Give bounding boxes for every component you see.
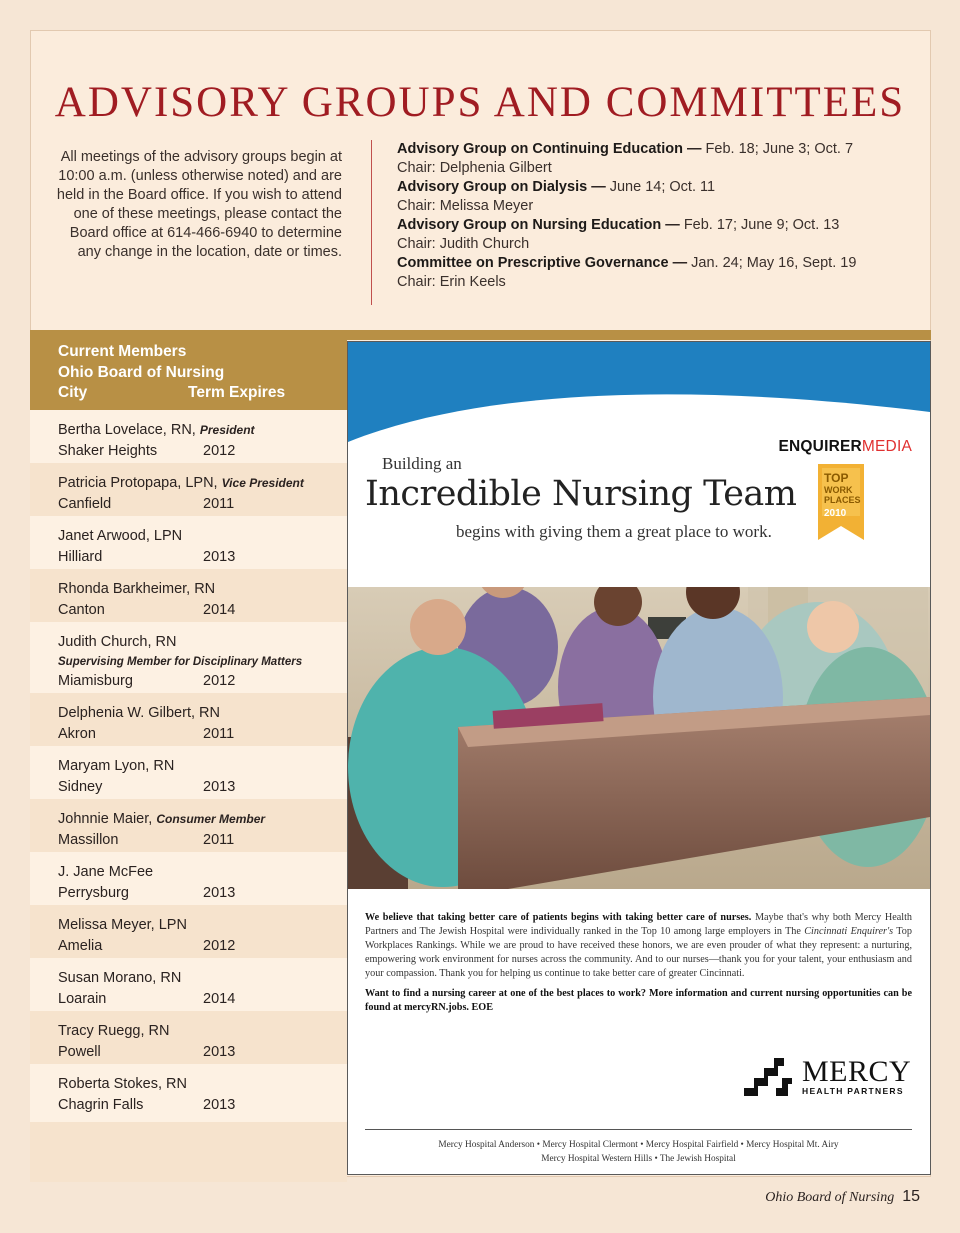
col-city: City	[58, 384, 88, 401]
ad-careers: Want to find a nursing career at one of the best places to work? More information and current nursing opportunities can be found at mercyRN.jobs. EOE	[365, 988, 912, 1013]
member-term: 2011	[203, 832, 235, 848]
mercy-subtitle: HEALTH PARTNERS	[802, 1086, 904, 1096]
meeting-name: Advisory Group on Continuing Education	[397, 141, 683, 157]
member-term: 2013	[203, 885, 236, 901]
member-name: Janet Arwood, LPN	[58, 528, 183, 544]
member-city: Perrysburg	[58, 885, 129, 901]
meeting-chair: Chair: Judith Church	[397, 235, 530, 252]
page-title: ADVISORY GROUPS AND COMMITTEES	[54, 79, 906, 126]
member-row	[30, 463, 347, 516]
member-term: 2012	[203, 443, 236, 459]
member-city: Shaker Heights	[58, 443, 158, 459]
member-name: Bertha Lovelace, RN,	[58, 422, 196, 438]
member-city: Canfield	[58, 496, 112, 512]
member-row	[30, 1011, 347, 1064]
mercy-wordmark: MERCY	[802, 1055, 912, 1088]
member-name: J. Jane McFee	[58, 864, 154, 880]
member-city: Loarain	[58, 991, 107, 1007]
member-name: Patricia Protopapa, LPN,	[58, 475, 218, 491]
meeting-item: Committee on Prescriptive Governance — Jan. 24; May 16, Sept. 19 Chair: Erin Keels	[397, 254, 917, 291]
member-name: Rhonda Barkheimer, RN	[58, 581, 216, 597]
badge-top: TOP	[824, 471, 849, 485]
member-role: Vice President	[221, 476, 304, 490]
sidebar-filler	[30, 1122, 347, 1182]
badge-year: 2010	[824, 508, 847, 519]
meeting-chair: Chair: Delphenia Gilbert	[397, 159, 552, 176]
meeting-name: Committee on Prescriptive Governance	[397, 255, 669, 271]
meeting-dates: June 14; Oct. 11	[609, 179, 716, 195]
ad-headline: Incredible Nursing Team	[365, 474, 797, 514]
top-workplaces-badge	[818, 464, 864, 540]
member-role: President	[199, 423, 255, 437]
footer-org: Ohio Board of Nursing	[765, 1190, 895, 1205]
member-term: 2014	[203, 602, 236, 618]
member-row	[30, 852, 347, 905]
member-city: Sidney	[58, 779, 103, 795]
member-term: 2013	[203, 779, 236, 795]
meeting-dates: Feb. 17; June 9; Oct. 13	[683, 217, 840, 233]
meeting-name: Advisory Group on Nursing Education	[397, 217, 662, 233]
hospital-list	[365, 1138, 912, 1166]
member-term: 2013	[203, 1044, 236, 1060]
member-city: Chagrin Falls	[58, 1097, 144, 1113]
member-name: Johnnie Maier,	[58, 811, 153, 827]
member-row	[30, 516, 347, 569]
ad-body-text-a: Maybe that's why both Mercy Health Partners and The Jewish Hospital were individually ranked in the Top 10 among large employers in The	[365, 912, 912, 937]
divider	[371, 140, 372, 305]
member-term: 2012	[203, 938, 236, 954]
ad-body-lead: We believe that taking better care of patients begins with taking better care of nurses.	[365, 912, 752, 923]
meeting-list	[397, 140, 917, 292]
members-header	[30, 330, 347, 410]
badge-work: WORK	[824, 485, 853, 495]
meeting-chair: Chair: Melissa Meyer	[397, 197, 534, 214]
member-term: 2011	[203, 726, 235, 742]
member-name: Delphenia W. Gilbert, RN	[58, 705, 220, 721]
member-role: Consumer Member	[156, 812, 266, 826]
ad-body-text-b: Top Workplaces Rankings. While we are proud to have received these honors, we are even prouder of what they represent: a nurturing, empowering work environment for nurses across the community. And to our nurses—thank you for your talent, your enthusiasm and your compassion. Thank you for helping us continue to take better care of greater Cincinnati.	[365, 926, 912, 979]
member-term: 2014	[203, 991, 236, 1007]
page-footer	[765, 1188, 920, 1206]
nurses-photo	[348, 587, 930, 889]
member-city: Powell	[58, 1044, 101, 1060]
ad-body-italic: Cincinnati Enquirer's	[804, 926, 894, 937]
badge-places: PLACES	[824, 495, 861, 505]
member-row	[30, 746, 347, 799]
member-name: Susan Morano, RN	[58, 970, 182, 986]
page-number: 15	[902, 1188, 920, 1205]
ad-body	[365, 911, 912, 1015]
hospital-line-2: Mercy Hospital Western Hills • The Jewish Hospital	[541, 1154, 736, 1164]
meeting-dates: Feb. 18; June 3; Oct. 7	[705, 141, 854, 157]
hospital-line-1: Mercy Hospital Anderson • Mercy Hospital Clermont • Mercy Hospital Fairfield • Mercy Hospital Mt. Airy	[438, 1140, 839, 1150]
member-row	[30, 569, 347, 622]
member-city: Amelia	[58, 938, 103, 954]
board-heading: Ohio Board of Nursing	[58, 363, 225, 381]
member-row	[30, 905, 347, 958]
member-term: 2012	[203, 673, 236, 689]
member-name: Judith Church, RN	[58, 634, 177, 650]
member-term: 2013	[203, 1097, 236, 1113]
member-row	[30, 1064, 347, 1122]
meeting-dates: Jan. 24; May 16, Sept. 19	[691, 255, 857, 271]
members-sidebar	[30, 330, 347, 1177]
member-name: Tracy Ruegg, RN	[58, 1023, 170, 1039]
member-city: Massillon	[58, 832, 119, 848]
member-row	[30, 693, 347, 746]
meeting-item: Advisory Group on Nursing Education — Feb. 17; June 9; Oct. 13 Chair: Judith Church	[397, 216, 917, 253]
member-city: Miamisburg	[58, 673, 133, 689]
ad-building: Building an	[382, 454, 462, 473]
members-list	[30, 410, 347, 1182]
member-row	[30, 622, 347, 693]
member-term: 2011	[203, 496, 235, 512]
meeting-item: Advisory Group on Continuing Education — Feb. 18; June 3; Oct. 7 Chair: Delphenia Gilbert	[397, 140, 917, 177]
mercy-advertisement	[347, 341, 931, 1175]
member-row	[30, 958, 347, 1011]
meeting-chair: Chair: Erin Keels	[397, 273, 506, 290]
meeting-intro: All meetings of the advisory groups begin at 10:00 a.m. (unless otherwise noted) and are held in the Board office. If you wish to attend one of these meetings, please contact the Board office at 614-466-6940 to determine any change in the location, date or times.	[56, 149, 342, 260]
member-city: Hilliard	[58, 549, 103, 565]
meeting-item: Advisory Group on Dialysis — June 14; Oct. 11 Chair: Melissa Meyer	[397, 178, 917, 215]
member-name: Maryam Lyon, RN	[58, 758, 175, 774]
ad-subheadline: begins with giving them a great place to work.	[456, 522, 772, 541]
members-heading: Current Members	[58, 343, 187, 360]
enquirer-media-logo: ENQUIRERMEDIA	[778, 438, 912, 455]
member-term: 2013	[203, 549, 236, 565]
member-city: Akron	[58, 726, 96, 742]
ad-divider	[365, 1129, 912, 1130]
member-row	[30, 799, 347, 852]
member-note: Supervising Member for Disciplinary Matters	[58, 656, 303, 668]
member-row	[30, 410, 347, 463]
member-city: Canton	[58, 602, 105, 618]
col-term: Term Expires	[188, 384, 286, 401]
meeting-name: Advisory Group on Dialysis	[397, 179, 588, 195]
member-name: Melissa Meyer, LPN	[58, 917, 187, 933]
member-name: Roberta Stokes, RN	[58, 1076, 187, 1092]
